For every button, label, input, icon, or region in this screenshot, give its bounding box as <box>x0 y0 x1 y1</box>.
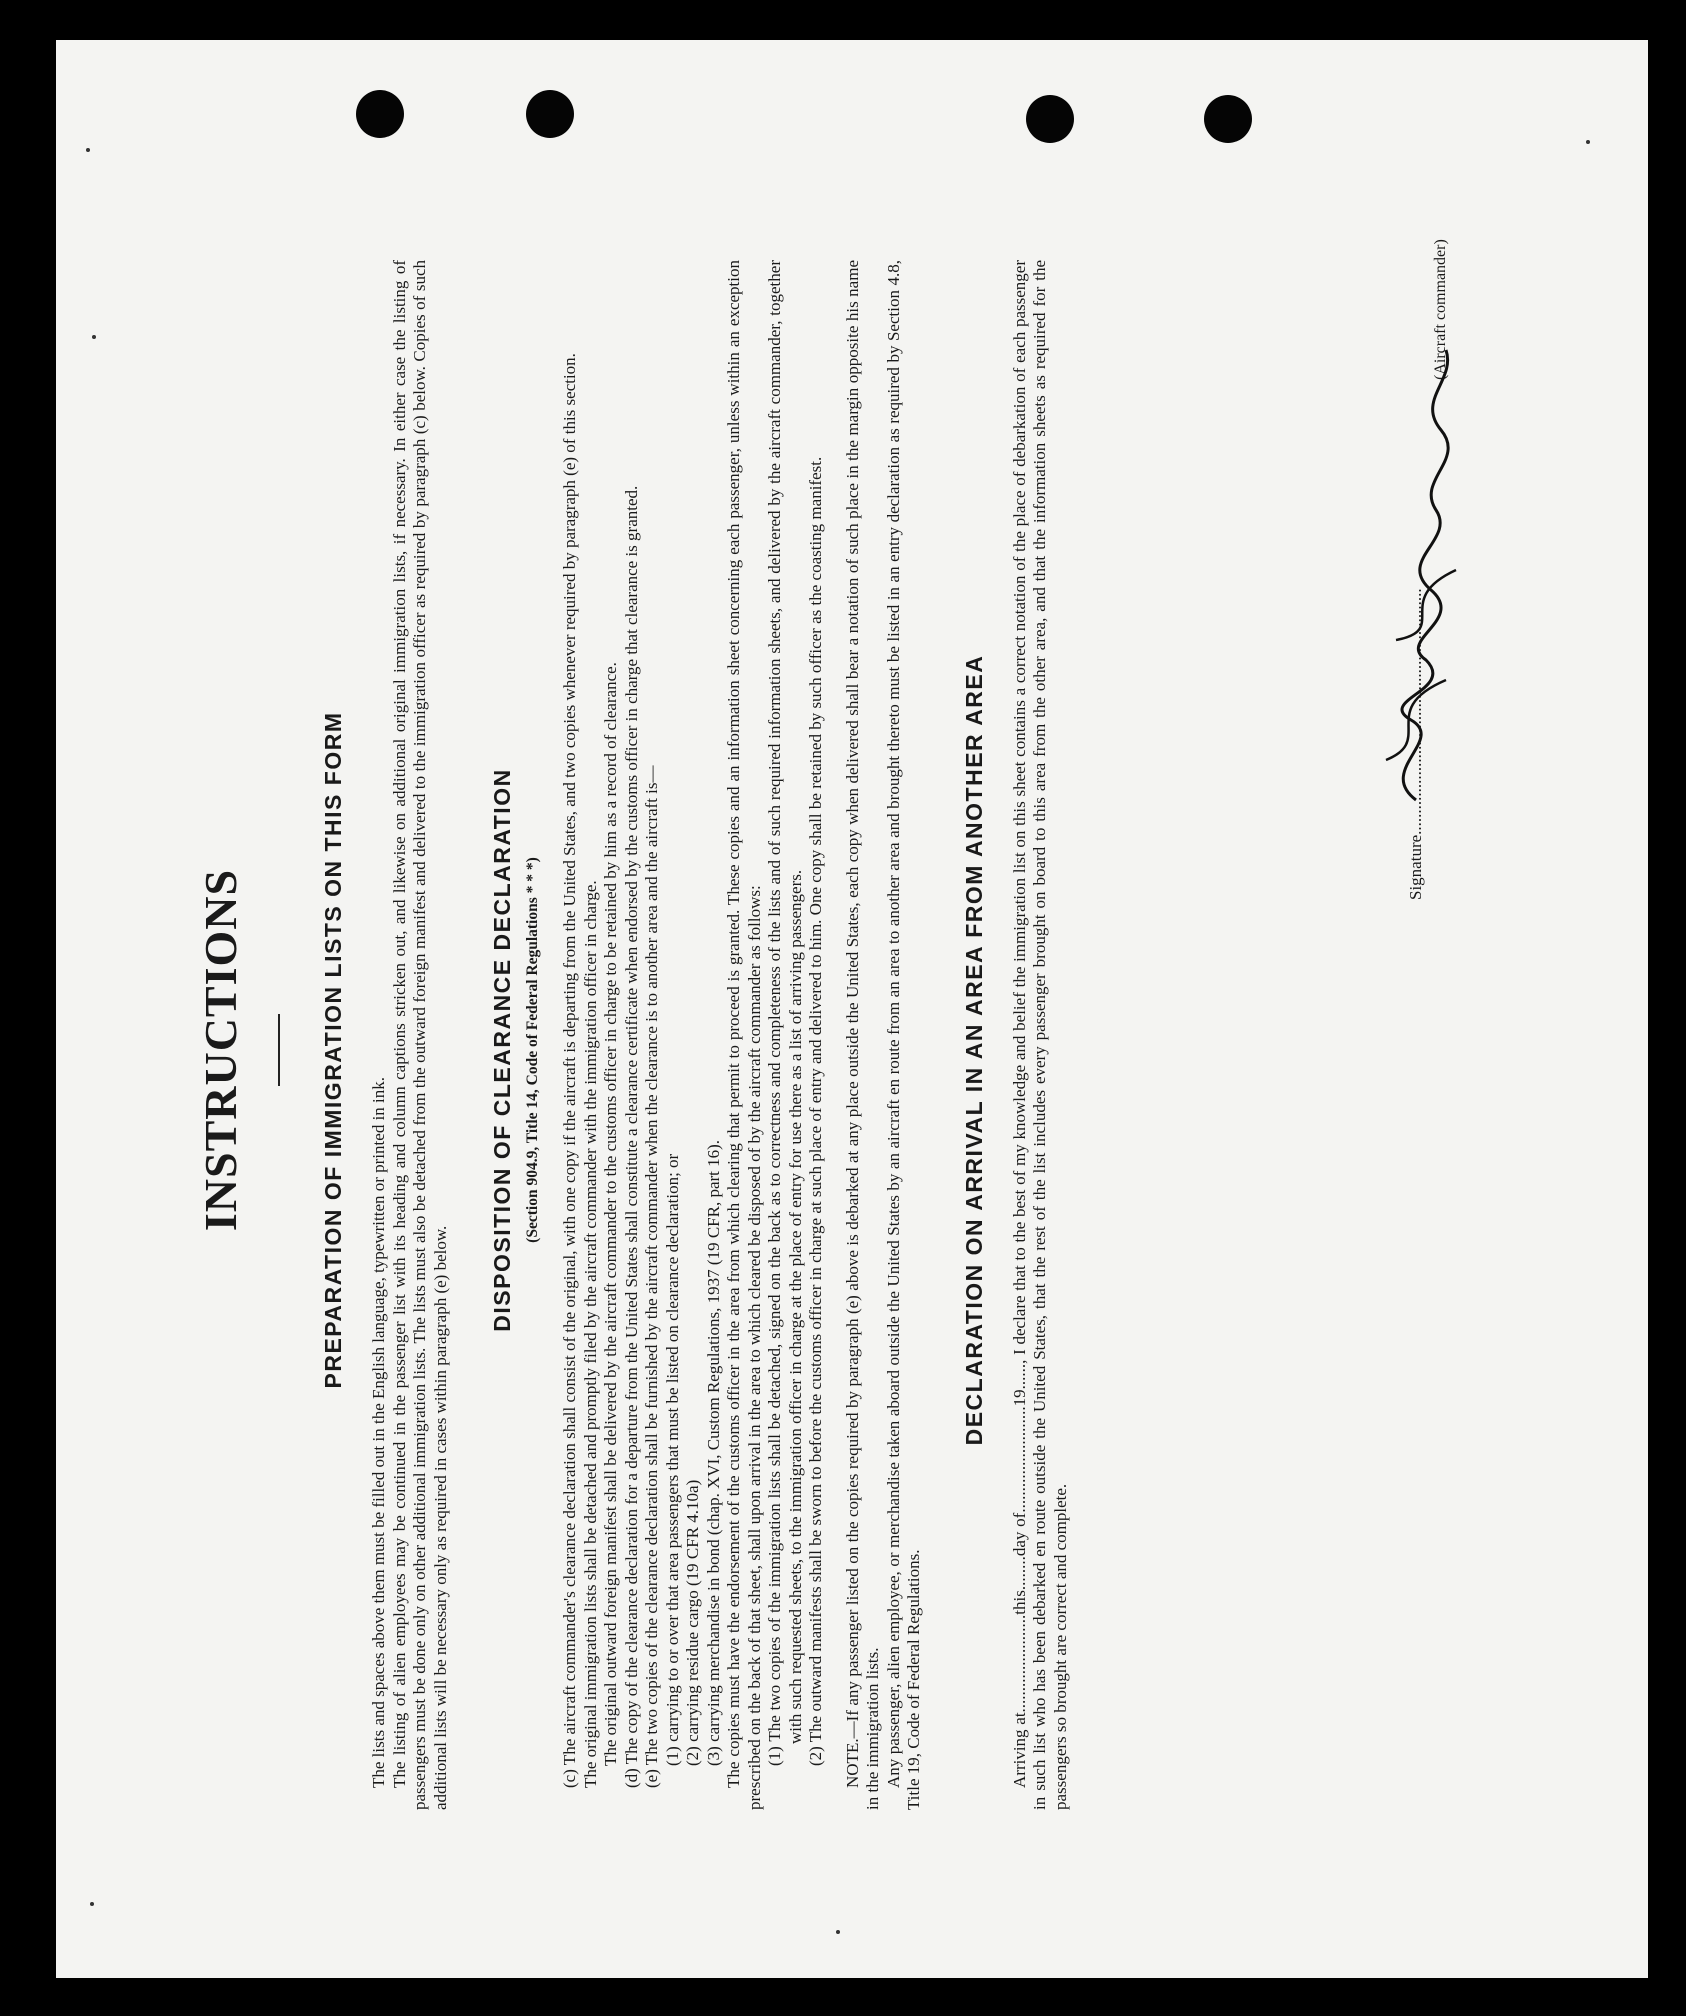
speck <box>86 148 90 152</box>
document-page <box>56 40 1648 1978</box>
speck <box>90 1902 94 1906</box>
list-item: (2) carrying residue cargo (19 CFR 4.10a) <box>683 1479 702 1766</box>
note-paragraph: NOTE.—If any passenger listed on the copies required by paragraph (e) above is debarked at any place outside the United States, each copy when delivered shall bear a notation of such place in the margin opposite his name in the immigration lists. <box>842 260 882 1810</box>
paragraph: (c) The aircraft commander's clearance declaration shall consist of the original, with one copy if the aircraft is departing from the United States, and two copies whenever required by paragraph (e) of this section. <box>560 353 579 1788</box>
section-subheading: (Section 904.9, Title 14, Code of Federal Regulations * * *) <box>524 857 541 1243</box>
list-item: (3) carrying merchandise in bond (chap. XVI, Custom Regulations, 1937 (19 CFR, part 16). <box>703 1139 723 1766</box>
signature-caption: (Aircraft commander) <box>1432 239 1449 380</box>
section-heading-disposition: DISPOSITION OF CLEARANCE DECLARATION <box>489 768 515 1332</box>
punch-hole <box>1026 95 1074 143</box>
paragraph: The original immigration lists shall be detached and promptly filed by the aircraft commander with the immigration officer in charge. <box>580 880 600 1788</box>
signature-label: Signature.......................................................... <box>1406 588 1425 900</box>
paragraph: The listing of alien employees may be continued in the passenger list with its heading and column captions stricken out, and likewise on additional original immigration lists, if necessary. In either case the listing of passengers must be done only on other additional immigration lists. The lists must also be detached from the outward foreign manifest and delivered to the immigration officer as required by paragraph (c) below. Copies of such additional lists will be necessary only as required in cases within paragraph (e) below. <box>389 260 450 1810</box>
declaration-paragraph: Arriving at.......................this........day of.........................19......, I declare that to the best of my knowledge and belief the immigration list on this sheet contains a correct notation of the place of debarkation of each passenger in such list who has been debarked en route outside the United States, that the rest of the list includes every passenger brought on board to this area from the other area, and that the information sheets as required for the passengers so brought are correct and complete. <box>1009 260 1070 1810</box>
handwritten-signature <box>1356 340 1486 820</box>
paragraph: Any passenger, alien employee, or merchandise taken aboard outside the United States by an aircraft en route from an area to another area and brought thereto must be listed in an entry declaration as required by Section 4.8, Title 19, Code of Federal Regulations. <box>883 260 923 1810</box>
section-heading-preparation: PREPARATION OF IMMIGRATION LISTS ON THIS FORM <box>320 711 346 1389</box>
section-heading-declaration: DECLARATION ON ARRIVAL IN AN AREA FROM ANOTHER AREA <box>960 654 987 1446</box>
list-item: (2) The outward manifests shall be sworn to before the customs officer in charge at such place of entry and delivered to him. One copy shall be retained by such officer as the coasting manifest. <box>806 456 825 1766</box>
speck <box>836 1930 840 1934</box>
speck <box>92 335 96 339</box>
punch-hole <box>1204 95 1252 143</box>
page-title: INSTRUCTIONS <box>195 868 246 1232</box>
speck <box>1586 140 1590 144</box>
paragraph: The original outward foreign manifest shall be delivered by the aircraft commander to the customs officer in charge to be retained by him as a record of clearance. <box>601 662 620 1766</box>
punch-hole <box>356 90 404 138</box>
paragraph: (d) The copy of the clearance declaration for a departure from the United States shall constitute a clearance certificate when endorsed by the customs officer in charge that clearance is granted. <box>621 485 641 1788</box>
list-item: (1) The two copies of the immigration lists shall be detached, signed on the back as to correctness and completeness of the lists and of such required information sheets, and delivered by the aircraft commander, together with such requested sheets, to the immigration officer in charge at the place of entry for use there as a list of arriving passengers. <box>765 260 805 1766</box>
paragraph: (e) The two copies of the clearance declaration shall be furnished by the aircraft commander when the clearance is to another area and the aircraft is— <box>642 765 661 1788</box>
paragraph: The copies must have the endorsement of the customs officer in the area from which clearing that permit to proceed is granted. These copies and an information sheet concerning each passenger, unless within an exception prescribed on the back of that sheet, shall upon arrival in the area to which cleared be disposed of by the aircraft commander as follows: <box>724 260 764 1810</box>
paragraph: The lists and spaces above them must be filled out in the English language, typewritten or printed in ink. <box>369 1076 388 1788</box>
punch-hole <box>526 90 574 138</box>
list-item: (1) carrying to or over that area passengers that must be listed on clearance declaration; or <box>662 1153 682 1766</box>
